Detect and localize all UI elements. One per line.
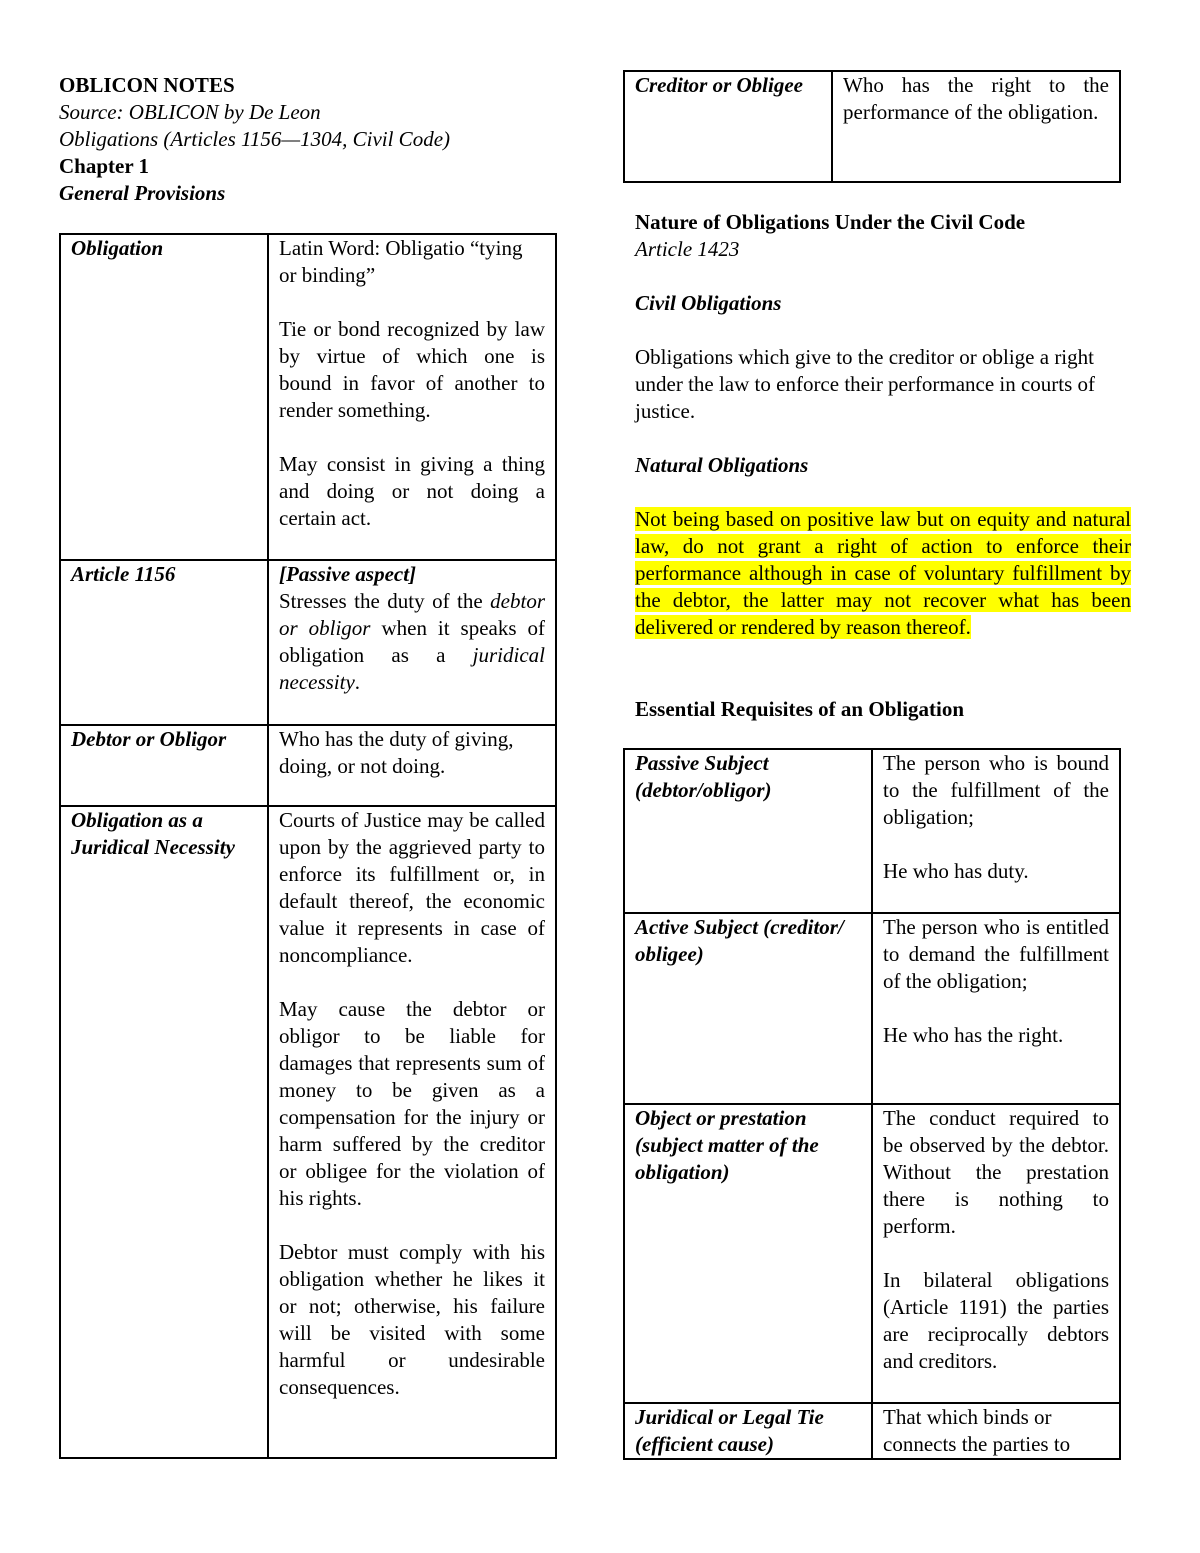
document-header [59,72,555,207]
table-row [624,71,1120,182]
term-cell: Creditor or Obligee [624,71,832,182]
nature-heading: Nature of Obligations Under the Civil Code [635,210,1026,234]
document-subtitle: Obligations (Articles 1156—1304, Civil Code) [59,127,451,151]
requisites-heading: Essential Requisites of an Obligation [635,697,965,721]
term-cell: Passive Subject (debtor/obligor) [624,749,872,913]
definition-cell [872,1104,1120,1403]
term-cell: Active Subject (creditor/ obligee) [624,913,872,1104]
term-cell: Debtor or Obligor [60,725,268,806]
definition-cell [268,806,556,1458]
highlighted-text: Not being based on positive law but on equity and natural law, do not grant a right of action to enforce their performance although in case of voluntary fulfillment by the debtor, the latter may not recover what has been delivered or rendered by reason thereof. [635,507,1131,639]
table-row [60,806,556,1458]
table-row [60,234,556,560]
document-title: OBLICON NOTES [59,73,235,97]
definition-paragraph: He who has the right. [883,1023,1064,1047]
definition-paragraph: He who has duty. [883,859,1029,883]
table-row [60,725,556,806]
definition-cell [872,749,1120,913]
civil-obligations-heading: Civil Obligations [635,291,782,315]
passive-aspect-label: [Passive aspect] [279,562,417,586]
chapter-number: Chapter 1 [59,154,150,178]
definition-paragraph: May cause the debtor or obligor to be liable for damages that represents sum of money to be given as a compensation for the injury or harm suffered by the creditor or obligee for the violation of his rights. [279,997,545,1210]
general-provisions-table [59,233,557,1459]
table-row [60,560,556,725]
definition-emphasis: debtor or obligor [279,589,545,640]
definition-cell [832,71,1120,182]
definition-paragraph: Debtor must comply with his obligation whether he likes it or not; otherwise, his failure will be visited with some harmful or undesirable consequences. [279,1240,545,1399]
definition-text: Stresses the duty of the [279,589,491,613]
term-cell: Obligation as a Juridical Necessity [60,806,268,1458]
term-cell: Object or prestation (subject matter of the obligation) [624,1104,872,1403]
definition-emphasis: juridical necessity [279,643,545,694]
definition-paragraph [279,588,545,696]
definition-paragraph: The conduct required to be observed by the debtor. Without the prestation there is nothing to perform. [883,1106,1109,1238]
table-row [624,1403,1120,1459]
creditor-table [623,70,1121,183]
definition-paragraph: Courts of Justice may be called upon by the aggrieved party to enforce its fulfillment or, in default thereof, the economic value it represents in case of noncompliance. [279,808,545,967]
definition-paragraph: The person who is entitled to demand the fulfillment of the obligation; [883,915,1109,993]
term-cell: Obligation [60,234,268,560]
definition-paragraph: In bilateral obligations (Article 1191) the parties are reciprocally debtors and creditors. [883,1268,1109,1373]
definition-text: when it speaks of obligation as a [279,616,545,667]
definition-text: . [354,670,361,694]
term-cell: Juridical or Legal Tie (efficient cause) [624,1403,872,1459]
definition-cell [268,234,556,560]
definition-paragraph: Tie or bond recognized by law by virtue of which one is bound in favor of another to render something. [279,317,545,422]
definition-cell [268,560,556,725]
requisites-table [623,748,1121,1460]
document-source: Source: OBLICON by De Leon [59,100,321,124]
chapter-title: General Provisions [59,181,226,205]
table-row [624,749,1120,913]
definition-cell [872,913,1120,1104]
definition-paragraph: The person who is bound to the fulfillment of the obligation; [883,751,1109,829]
nature-article: Article 1423 [635,237,740,261]
table-row [624,913,1120,1104]
natural-obligations-text [635,506,1131,641]
definition-paragraph: May consist in giving a thing and doing or not doing a certain act. [279,452,545,530]
definition-paragraph: Who has the right to the performance of the obligation. [843,73,1109,124]
civil-obligations-text: Obligations which give to the creditor or oblige a right under the law to enforce their performance in courts of justice. [635,345,1096,423]
definition-paragraph: That which binds or connects the parties to [883,1405,1071,1456]
term-cell: Article 1156 [60,560,268,725]
definition-cell [872,1403,1120,1459]
definition-paragraph: Who has the duty of giving, doing, or not doing. [279,727,514,778]
definition-cell [268,725,556,806]
table-row [624,1104,1120,1403]
natural-obligations-heading: Natural Obligations [635,453,809,477]
definition-paragraph: Latin Word: Obligatio “tying or binding” [279,236,523,287]
